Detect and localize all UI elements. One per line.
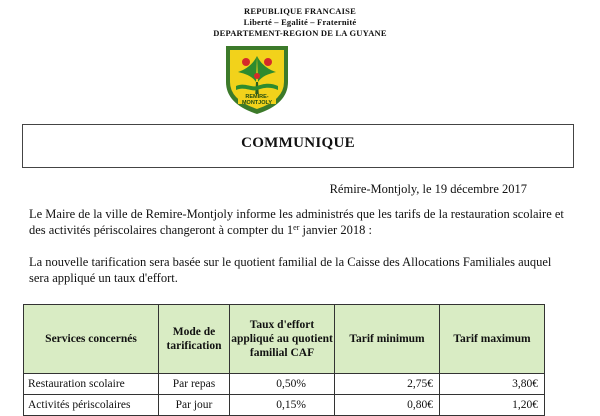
table-cell: Activités périscolaires	[24, 395, 159, 416]
table-row	[24, 374, 545, 395]
col-header-tarif-min: Tarif minimum	[335, 305, 440, 374]
svg-text:MONTJOLY: MONTJOLY	[241, 100, 273, 106]
letterhead-line-3: DEPARTEMENT-REGION DE LA GUYANE	[213, 28, 387, 38]
col-header-taux: Taux d'effort appliqué au quotient familial CAF	[230, 305, 335, 374]
communique-title: COMMUNIQUE	[241, 135, 355, 151]
col-header-services: Services concernés	[24, 305, 159, 374]
table-cell: 2,75€	[335, 374, 440, 395]
table-cell: 1,20€	[440, 395, 545, 416]
table-cell: 0,80€	[335, 395, 440, 416]
col-header-tarif-max: Tarif maximum	[440, 305, 545, 374]
letterhead	[0, 6, 600, 39]
table-cell: Par repas	[159, 374, 230, 395]
col-header-mode: Mode de tarification	[159, 305, 230, 374]
table-cell: Restauration scolaire	[24, 374, 159, 395]
communique-banner	[22, 124, 574, 168]
logo-text: REMIRE-	[245, 94, 269, 100]
intro-paragraph: Le Maire de la ville de Remire-Montjoly informe les administrés que les tarifs de la restauration scolaire et des activités périscolaires changeront à compter du 1er janvier 2018 :	[29, 207, 564, 237]
table-cell: 0,50%	[230, 374, 335, 395]
document-date: Rémire-Montjoly, le 19 décembre 2017	[329, 182, 527, 196]
table-cell: 0,15%	[230, 395, 335, 416]
table-cell: Par jour	[159, 395, 230, 416]
table-header-row	[24, 305, 545, 374]
tariff-table	[23, 304, 545, 416]
table-cell: 3,80€	[440, 374, 545, 395]
tarification-paragraph: La nouvelle tarification sera basée sur le quotient familial de la Caisse des Allocations Familiales auquel sera appliqué un taux d'effort.	[29, 255, 552, 285]
city-coat-of-arms-logo	[222, 42, 292, 116]
table-row	[24, 395, 545, 416]
letterhead-line-1: REPUBLIQUE FRANCAISE	[244, 6, 356, 16]
letterhead-line-2: Liberté – Egalité – Fraternité	[243, 17, 357, 27]
